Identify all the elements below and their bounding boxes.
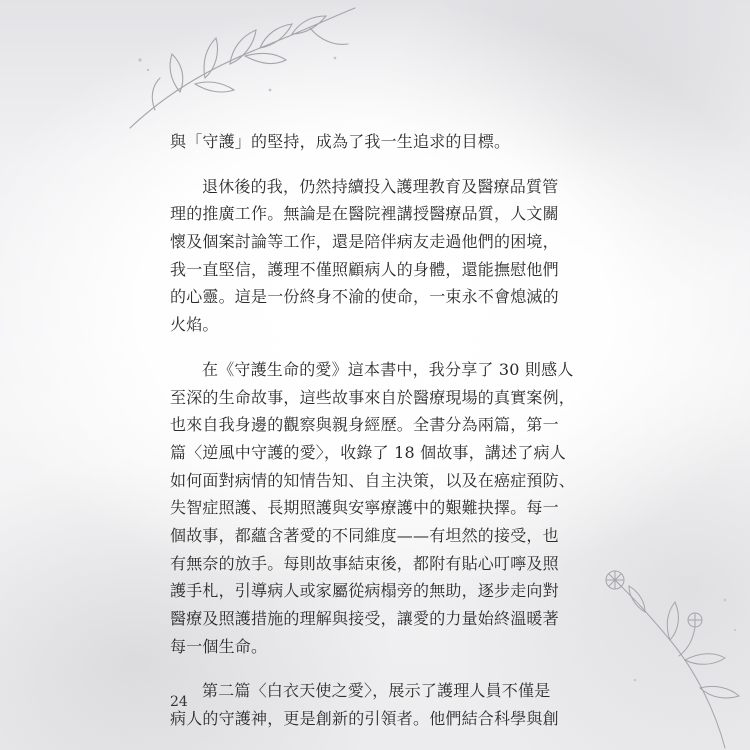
flower-sprig-icon — [575, 560, 750, 750]
text-line: 至深的生命故事，這些故事來自於醫療現場的真實案例， — [170, 387, 576, 407]
text-line: 第二篇〈白衣天使之愛〉，展示了護理人員不僅是 — [202, 681, 551, 701]
text-line: 在《守護生命的愛》這本書中，我分享了 30 則感人 — [202, 359, 574, 379]
paragraph-2 — [170, 173, 590, 339]
paragraph-1 — [170, 128, 590, 156]
paragraph-3 — [170, 356, 590, 661]
text-line: 退休後的我，仍然持續投入護理教育及醫療品質管 — [202, 176, 559, 196]
text-line: 火焰。 — [170, 315, 219, 335]
text-line: 的心靈。這是一份終身不渝的使命，一束永不會熄滅的 — [170, 287, 559, 307]
text-line: 每一個生命。 — [170, 636, 268, 656]
text-line: 病人的守護神，更是創新的引領者。他們結合科學與創 — [170, 709, 559, 729]
text-line: 如何面對病情的知情告知、自主決策，以及在癌症預防、 — [170, 470, 576, 490]
text-line: 也來自我身邊的觀察與親身經歷。全書分為兩篇，第一 — [170, 415, 559, 435]
text-line: 失智症照護、長期照護與安寧療護中的艱難抉擇。每一 — [170, 498, 559, 518]
page-number: 24 — [170, 694, 188, 710]
text-line: 我一直堅信，護理不僅照顧病人的身體，還能撫慰他們 — [170, 259, 559, 279]
text-line: 有無奈的放手。每則故事結束後，都附有貼心叮嚀及照 — [170, 553, 559, 573]
body-text — [170, 128, 590, 733]
text-line: 理的推廣工作。無論是在醫院裡講授醫療品質，人文關 — [170, 204, 559, 224]
leafy-branch-icon — [110, 0, 360, 130]
text-line: 護手札，引導病人或家屬從病榻旁的無助，逐步走向對 — [170, 581, 559, 601]
paragraph-4 — [170, 677, 590, 732]
text-line: 篇〈逆風中守護的愛〉，收錄了 18 個故事，講述了病人 — [170, 442, 566, 462]
text-line: 個故事，都蘊含著愛的不同維度——有坦然的接受，也 — [170, 525, 559, 545]
text-line: 懷及個案討論等工作，還是陪伴病友走過他們的困境， — [170, 232, 559, 252]
text-line: 醫療及照護措施的理解與接受，讓愛的力量始終溫暖著 — [170, 609, 559, 628]
text-line: 與「守護」的堅持，成為了我一生追求的目標。 — [170, 132, 511, 151]
